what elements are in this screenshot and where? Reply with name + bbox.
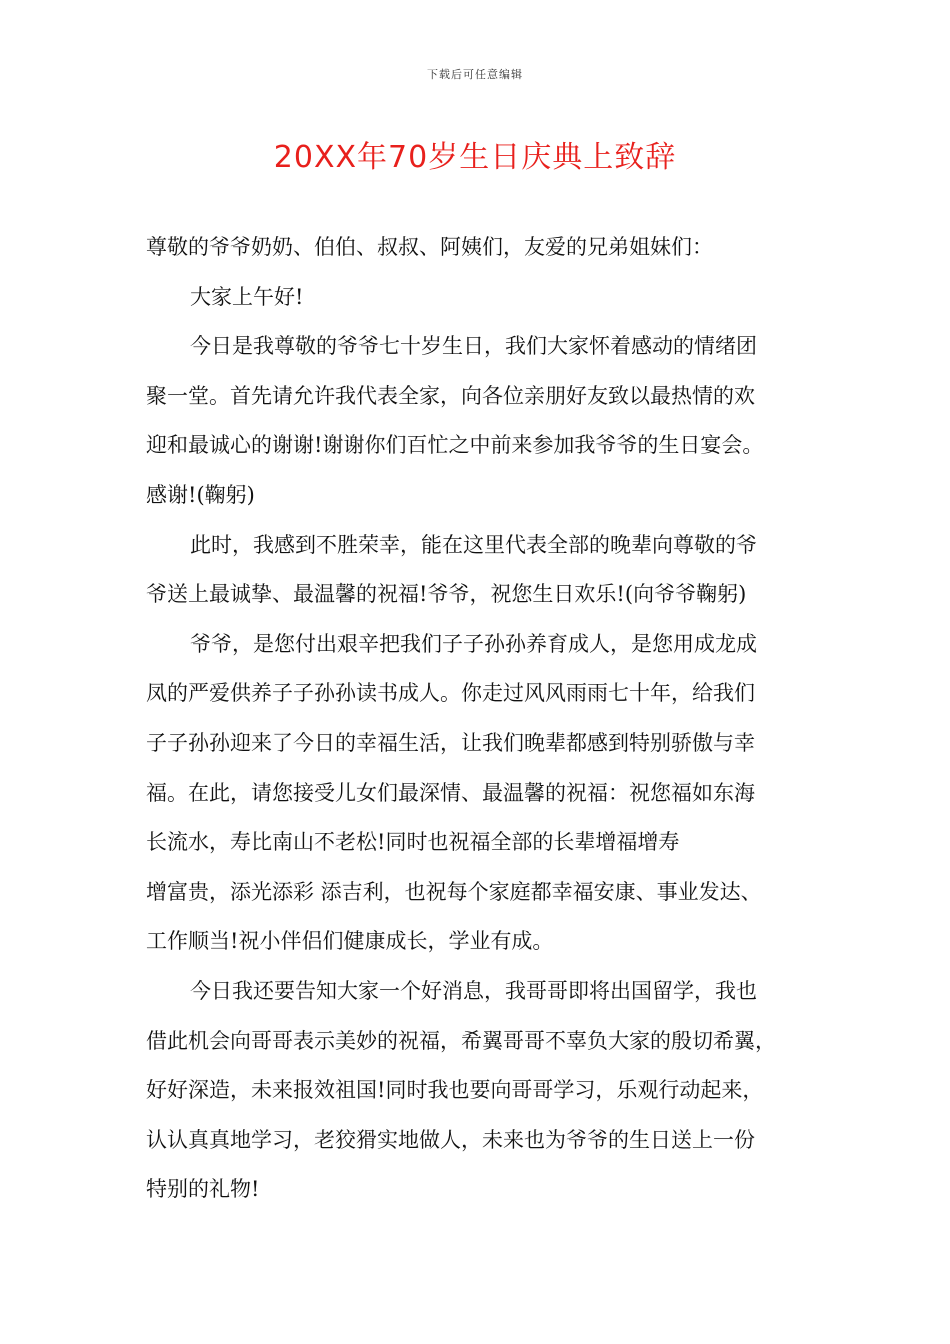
- paragraph-line: 认认真真地学习，老狡猾实地做人，未来也为爷爷的生日送上一份: [146, 1127, 755, 1152]
- paragraph-line: 福。在此，请您接受儿女们最深情、最温馨的祝福：祝您福如东海: [146, 780, 755, 805]
- paragraph-line: 长流水，寿比南山不老松!同时也祝福全部的长辈增福增寿: [146, 830, 680, 855]
- paragraph-line: 增富贵，添光添彩 添吉利，也祝每个家庭都幸福安康、事业发达、: [146, 879, 762, 904]
- paragraph-line: 聚一堂。首先请允许我代表全家，向各位亲朋好友致以最热情的欢: [146, 383, 755, 408]
- paragraph-line: 好好深造，未来报效祖国!同时我也要向哥哥学习，乐观行动起来，: [146, 1078, 764, 1103]
- header-note: 下载后可任意编辑: [427, 68, 523, 81]
- paragraph-line: 特别的礼物!: [146, 1177, 260, 1202]
- paragraph-line: 今日是我尊敬的爷爷七十岁生日，我们大家怀着感动的情绪团: [190, 334, 757, 359]
- paragraph-line: 子子孙孙迎来了今日的幸福生活，让我们晚辈都感到特别骄傲与幸: [146, 730, 755, 755]
- document-title: 20XX年70岁生日庆典上致辞: [273, 140, 677, 175]
- paragraph-line: 迎和最诚心的谢谢!谢谢你们百忙之中前来参加我爷爷的生日宴会。: [146, 433, 764, 458]
- paragraph-line: 今日我还要告知大家一个好消息，我哥哥即将出国留学，我也: [190, 978, 757, 1003]
- salutation-line: 尊敬的爷爷奶奶、伯伯、叔叔、阿姨们，友爱的兄弟姐妹们：: [146, 235, 713, 259]
- paragraph-line: 感谢!(鞠躬): [146, 482, 255, 507]
- paragraph-line: 凤的严爱供养子子孙孙读书成人。你走过风风雨雨七十年，给我们: [146, 681, 755, 706]
- document-body: [146, 223, 806, 1215]
- paragraph-line: 借此机会向哥哥表示美妙的祝福，希翼哥哥不辜负大家的殷切希翼，: [146, 1028, 776, 1053]
- paragraph-line: 爷送上最诚挚、最温馨的祝福!爷爷，祝您生日欢乐!(向爷爷鞠躬): [146, 582, 747, 607]
- greeting-line: 大家上午好!: [190, 284, 304, 309]
- paragraph-line: 工作顺当!祝小伴侣们健康成长，学业有成。: [146, 929, 554, 954]
- paragraph-line: 爷爷，是您付出艰辛把我们子子孙孙养育成人，是您用成龙成: [190, 631, 757, 656]
- paragraph-line: 此时，我感到不胜荣幸，能在这里代表全部的晚辈向尊敬的爷: [190, 532, 757, 557]
